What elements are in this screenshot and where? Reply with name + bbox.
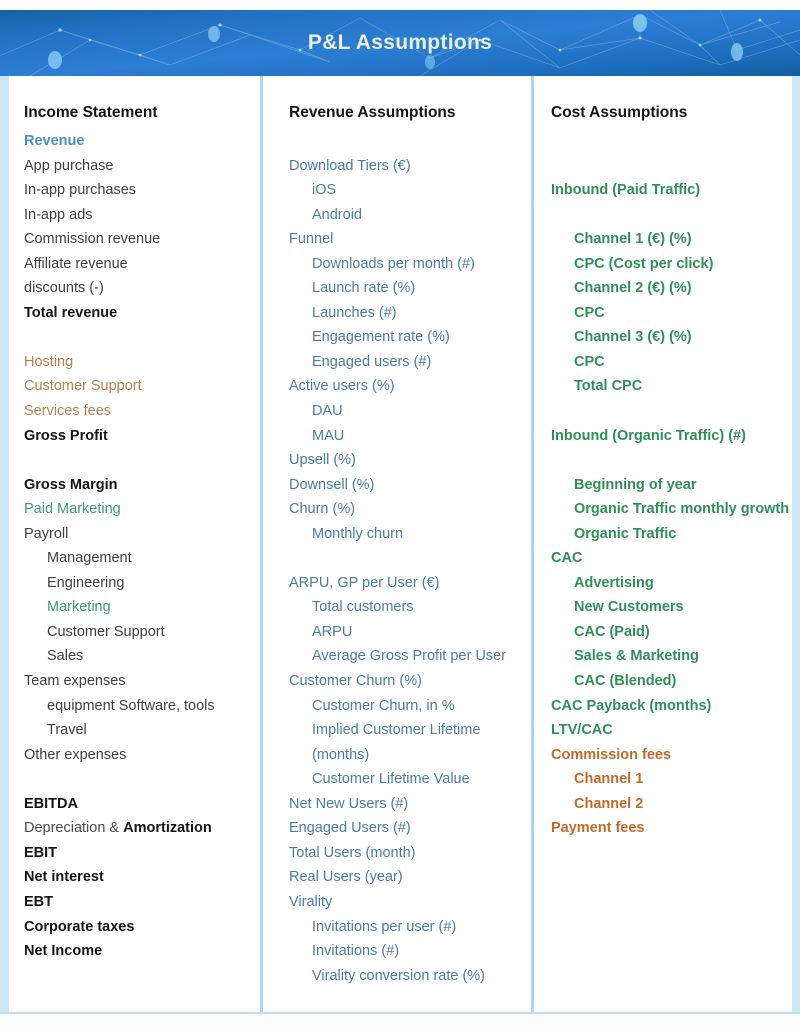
column-divider [260,76,263,1012]
list-item: CAC Payback (months) [551,697,712,714]
bottom-border-line [0,1012,800,1014]
list-item: Funnel [289,231,334,248]
list-item: Virality [289,893,333,910]
spacer-row [551,448,791,473]
list-item: Advertising [574,574,654,591]
list-item: Channel 2 [574,795,644,812]
list-item: Engagement rate (%) [312,329,450,346]
list-item: In-app ads [24,206,93,223]
column-title: Cost Assumptions [551,104,688,121]
list-item: EBITDA [24,795,78,812]
list-item-text: Depreciation & [24,820,124,837]
list-item: LTV/CAC [551,722,613,739]
list-item: Marketing [47,599,111,616]
spacer-row [289,129,531,154]
list-item: Downloads per month (#) [312,255,475,272]
list-item: Affiliate revenue [24,255,128,272]
list-item: Team expenses [24,673,126,690]
spacer-row [551,129,791,154]
list-item: Average Gross Profit per User [312,648,506,665]
list-item: In-app purchases [24,182,137,199]
content-frame [0,76,800,1012]
income-statement-column [9,76,260,1012]
list-item: EBT [24,893,53,910]
list-item: Downsell (%) [289,476,375,493]
list-item: Invitations per user (#) [312,918,457,935]
list-item: Launches (#) [312,304,397,321]
spacer-row [24,448,260,473]
list-item: Total CPC [574,378,643,395]
list-item: Commission revenue [24,231,161,248]
spacer-row [289,546,531,571]
cost-assumptions-column [535,76,791,1012]
list-item: Net New Users (#) [289,795,409,812]
list-item: Invitations (#) [312,943,400,960]
list-item: Android [312,206,362,223]
column-divider [531,76,534,1012]
list-item: New Customers [574,599,684,616]
list-item: Sales & Marketing [574,648,699,665]
list-item: Active users (%) [289,378,395,395]
list-item: Paid Marketing [24,501,121,518]
list-item: Channel 1 (€) (%) [574,231,692,248]
list-item: Total revenue [24,304,118,321]
list-item: Management [47,550,132,567]
left-border-stripe [0,76,9,1012]
list-item: CAC (Paid) [574,623,650,640]
revenue-assumptions-column [264,76,531,1012]
list-item: Total customers [312,599,414,616]
list-item: Organic Traffic monthly growth [574,501,790,518]
list-item: Total Users (month) [289,844,416,861]
list-item: Engineering [47,574,125,591]
list-item: Implied Customer Lifetime [312,722,481,739]
list-item: ARPU [312,623,353,640]
header-banner [0,10,800,76]
list-item: App purchase [24,157,114,174]
column-title: Revenue Assumptions [289,104,456,121]
list-item: Other expenses [24,746,127,763]
list-item: Virality conversion rate (%) [312,967,485,984]
column-title: Income Statement [24,104,158,121]
list-item: Services fees [24,403,112,420]
list-item: Travel [47,722,87,739]
list-item: iOS [312,182,337,199]
list-item: Channel 1 [574,771,644,788]
list-item: ARPU, GP per User (€) [289,574,440,591]
list-item: Engaged Users (#) [289,820,411,837]
list-item: CPC (Cost per click) [574,255,714,272]
list-item: Net Income [24,943,103,960]
spacer-row [551,399,791,424]
list-item: Inbound (Organic Traffic) (#) [551,427,746,444]
list-item: Net interest [24,869,104,886]
list-item: DAU [312,403,343,420]
list-item: EBIT [24,844,58,861]
list-item: Hosting [24,353,74,370]
right-border-stripe [792,76,800,1012]
list-item: Gross Profit [24,427,108,444]
list-item: Customer Support [47,623,165,640]
list-item: Upsell (%) [289,452,356,469]
list-item: Sales [47,648,84,665]
list-item: CPC [574,304,605,321]
list-item: Customer Support [24,378,142,395]
spacer-row [551,203,791,228]
list-item: Commission fees [551,746,672,763]
list-item [24,816,260,841]
list-item: Channel 2 (€) (%) [574,280,692,297]
list-item: Channel 3 (€) (%) [574,329,692,346]
list-item: discounts (-) [24,280,104,297]
list-item: Beginning of year [574,476,697,493]
list-item: MAU [312,427,345,444]
list-item: CAC (Blended) [574,673,677,690]
list-item: CAC [551,550,583,567]
page-title: P&L Assumptions [307,31,493,54]
list-item: Customer Churn (%) [289,673,422,690]
spacer-row [24,325,260,350]
list-item: Churn (%) [289,501,356,518]
list-item-text: Amortization [123,820,212,837]
list-item: Inbound (Paid Traffic) [551,182,701,199]
list-item: (months) [312,746,370,763]
list-item: Corporate taxes [24,918,135,935]
list-item: Customer Churn, in % [312,697,455,714]
list-item: Payment fees [551,820,645,837]
list-item: Monthly churn [312,525,404,542]
list-item: Gross Margin [24,476,118,493]
spacer-row [551,154,791,179]
list-item: CPC [574,353,605,370]
list-item: Launch rate (%) [312,280,416,297]
list-item: Revenue [24,133,85,149]
list-item: Engaged users (#) [312,353,432,370]
spacer-row [24,767,260,792]
list-item: Payroll [24,525,69,542]
list-item: Organic Traffic [574,525,677,542]
list-item: Customer Lifetime Value [312,771,470,788]
list-item: equipment Software, tools [47,697,215,714]
list-item: Download Tiers (€) [289,157,411,174]
list-item: Real Users (year) [289,869,403,886]
